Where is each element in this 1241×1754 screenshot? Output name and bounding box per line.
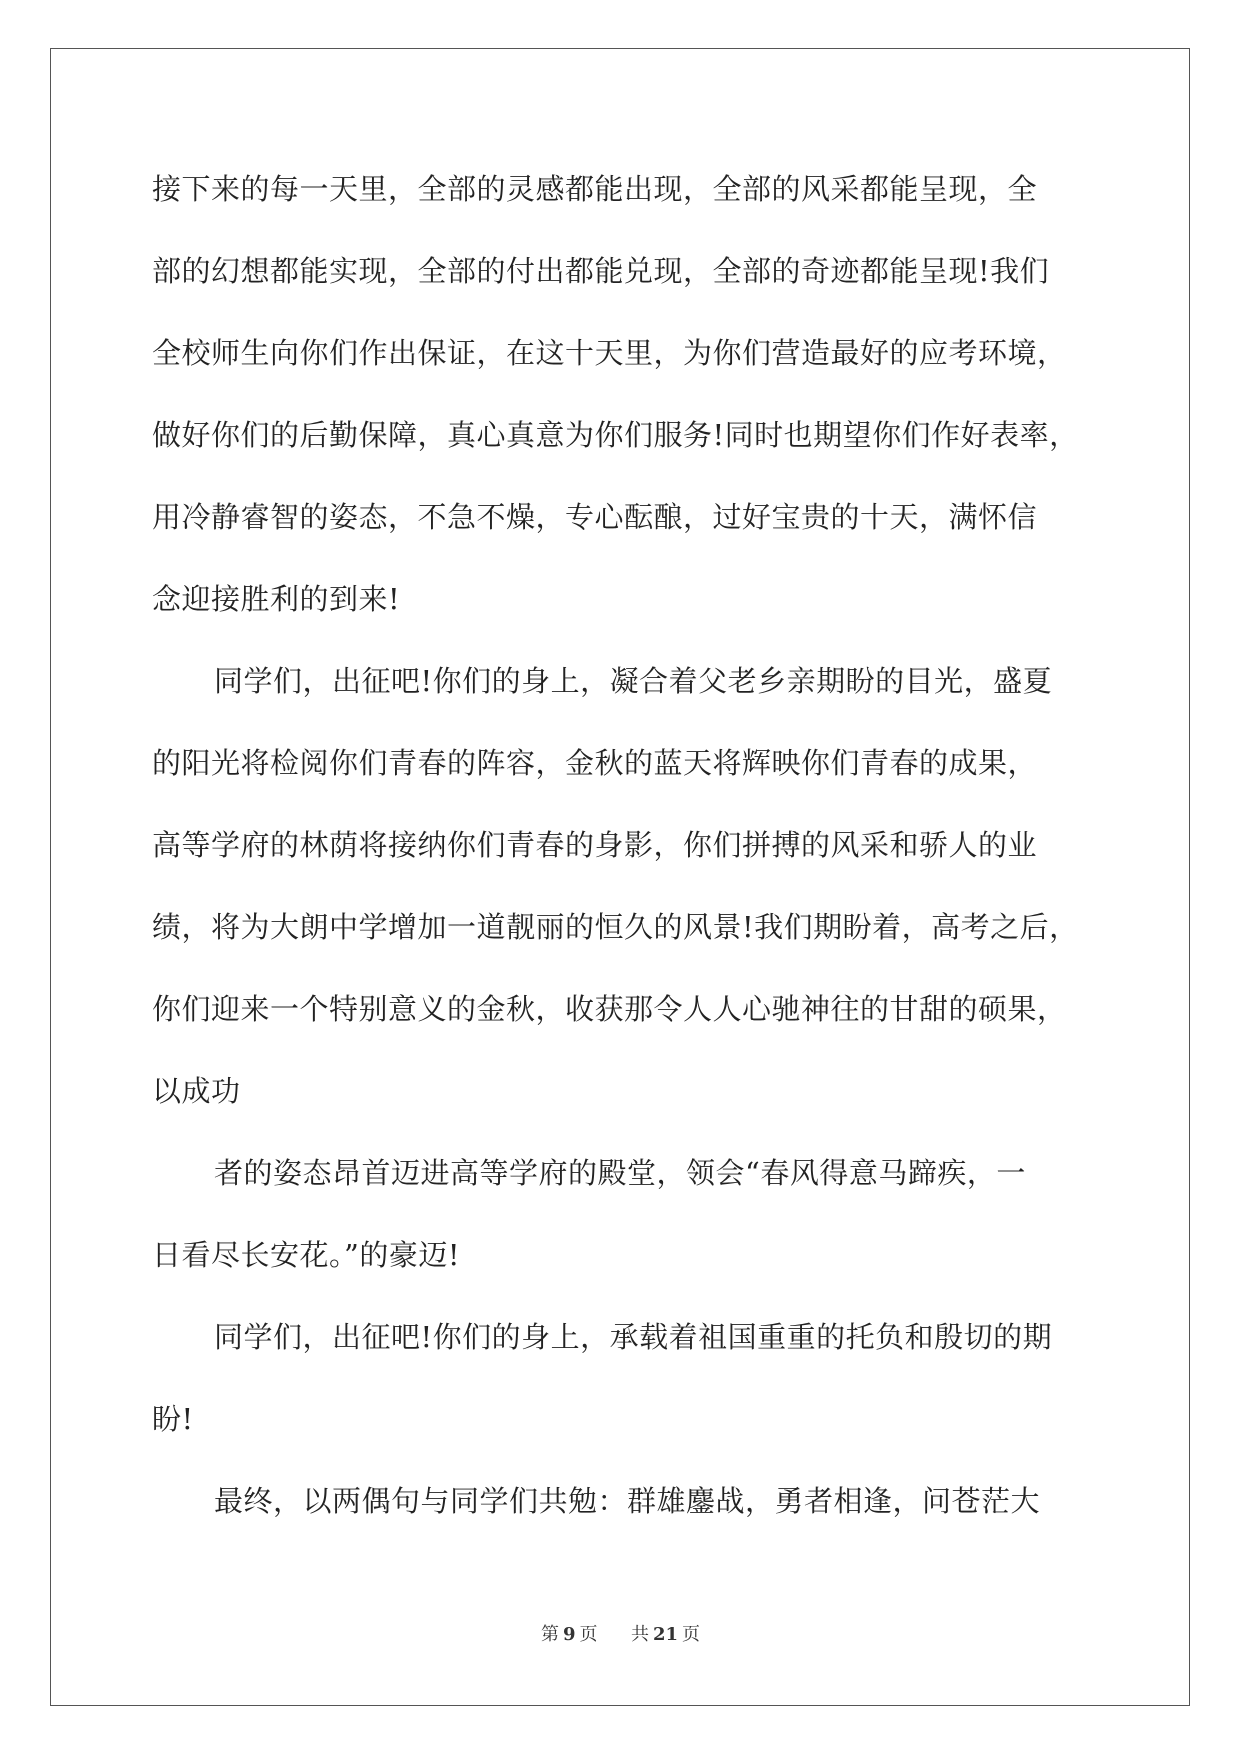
- page-suffix: 页: [579, 1624, 598, 1645]
- page-prefix: 第: [540, 1624, 559, 1645]
- text-line: 部的幻想都能实现，全部的付出都能兑现，全部的奇迹都能呈现!我们: [152, 254, 1050, 288]
- page-number: 9: [562, 1624, 576, 1645]
- text-line: 日看尽长安花。”的豪迈!: [152, 1238, 460, 1272]
- text-line: 用冷静睿智的姿态，不急不燥，专心酝酿，过好宝贵的十天，满怀信: [152, 500, 1038, 534]
- text-line: 念迎接胜利的到来!: [152, 582, 401, 616]
- total-pages: 21: [652, 1624, 679, 1645]
- text-line: 以成功: [152, 1074, 241, 1108]
- document-body: [152, 160, 1092, 1554]
- text-line: 高等学府的林荫将接纳你们青春的身影，你们拼搏的风采和骄人的业: [152, 828, 1038, 862]
- text-line: 的阳光将检阅你们青春的阵容，金秋的蓝天将辉映你们青春的成果，: [152, 746, 1038, 780]
- total-suffix: 页: [682, 1624, 701, 1645]
- text-line: 绩，将为大朗中学增加一道靓丽的恒久的风景!我们期盼着，高考之后，: [152, 910, 1079, 944]
- text-line: 做好你们的后勤保障，真心真意为你们服务!同时也期望你们作好表率，: [152, 418, 1079, 452]
- total-prefix: 共: [630, 1624, 649, 1645]
- text-line: 全校师生向你们作出保证，在这十天里，为你们营造最好的应考环境，: [152, 336, 1067, 370]
- paragraph-start-line: 最终，以两偶句与同学们共勉：群雄鏖战，勇者相逢，问苍茫大: [214, 1484, 1041, 1518]
- text-line: 接下来的每一天里，全部的灵感都能出现，全部的风采都能呈现，全: [152, 172, 1038, 206]
- paragraph-start-line: 同学们，出征吧!你们的身上，承载着祖国重重的托负和殷切的期: [214, 1320, 1053, 1354]
- paragraph-start-line: 同学们，出征吧!你们的身上，凝合着父老乡亲期盼的目光，盛夏: [214, 664, 1053, 698]
- text-line: 你们迎来一个特别意义的金秋，收获那令人人心驰神往的甘甜的硕果，: [152, 992, 1067, 1026]
- text-line: 盼!: [152, 1402, 194, 1436]
- page-footer: [0, 1620, 1241, 1646]
- paragraph-start-line: 者的姿态昂首迈进高等学府的殿堂，领会“春风得意马蹄疾，一: [214, 1156, 1026, 1190]
